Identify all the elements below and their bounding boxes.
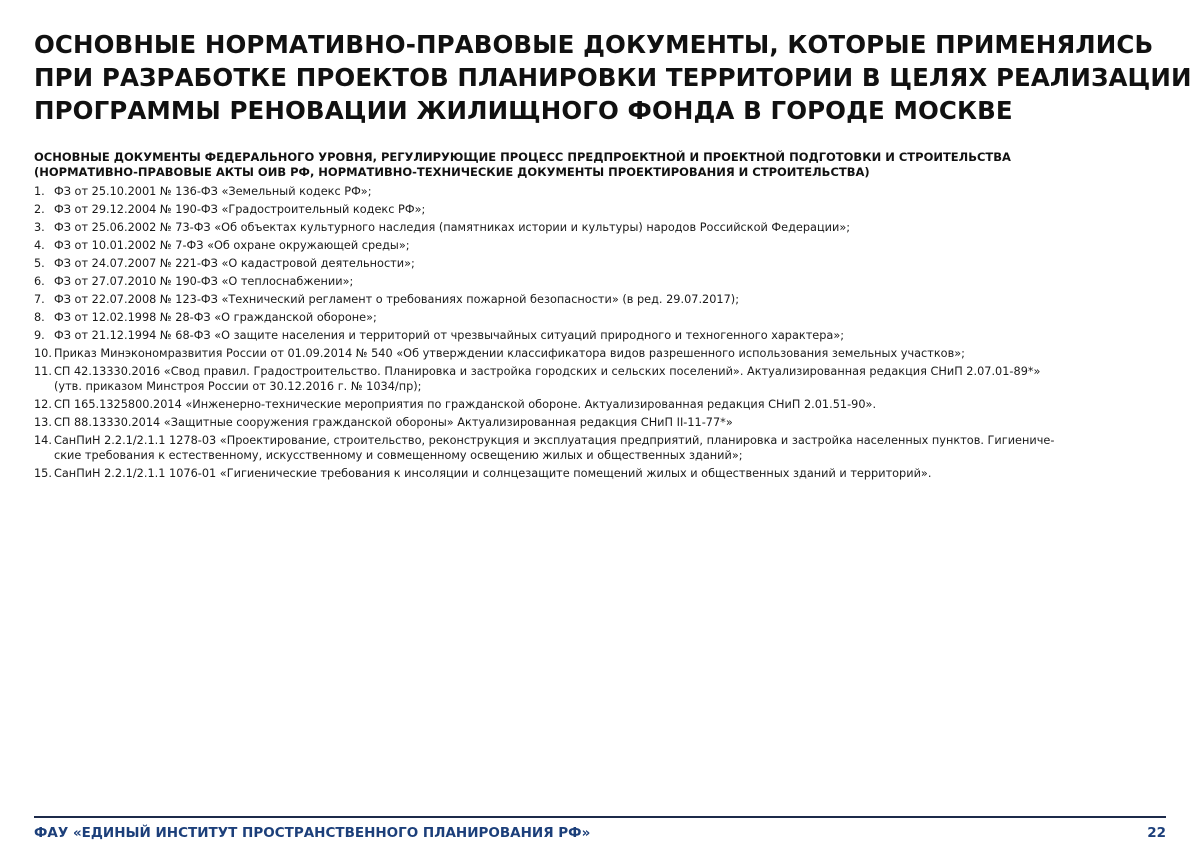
item-number: 13. [34, 416, 52, 429]
item-number: 6. [34, 275, 45, 288]
item-text [54, 220, 1174, 235]
list-item [34, 256, 1174, 271]
list-item [34, 433, 1174, 463]
page-title [34, 28, 1192, 127]
item-number: 15. [34, 467, 52, 480]
item-number: 12. [34, 398, 52, 411]
footer-divider [34, 816, 1166, 818]
item-text [54, 328, 1174, 343]
subtitle-line: ОСНОВНЫЕ ДОКУМЕНТЫ ФЕДЕРАЛЬНОГО УРОВНЯ, РЕГУЛИРУЮЩИЕ ПРОЦЕСС ПРЕДПРОЕКТНОЙ И ПРОЕКТНОЙ ПОДГОТОВКИ И СТРОИТЕЛЬСТВА [34, 150, 1011, 164]
list-item [34, 220, 1174, 235]
list-item [34, 238, 1174, 253]
item-number: 11. [34, 365, 52, 378]
item-number: 8. [34, 311, 45, 324]
item-text-line: СанПиН 2.2.1/2.1.1 1278-03 «Проектирование, строительство, реконструкция и эксплуатация предприятий, планировка и застройка населенных пунктов. Гигиениче- [54, 434, 1055, 447]
item-text [54, 433, 1174, 463]
item-number: 2. [34, 203, 45, 216]
item-text [54, 202, 1174, 217]
item-text-line: Приказ Минэкономразвития России от 01.09.2014 № 540 «Об утверждении классификатора видов разрешенного использования земельных участков»; [54, 347, 965, 360]
item-number: 4. [34, 239, 45, 252]
item-text-line: СП 88.13330.2014 «Защитные сооружения гражданской обороны» Актуализированная редакция СНиП II-11-77*» [54, 416, 733, 429]
item-number: 9. [34, 329, 45, 342]
item-text-line: ФЗ от 22.07.2008 № 123-ФЗ «Технический регламент о требованиях пожарной безопасности» (в ред. 29.07.2017); [54, 293, 740, 306]
item-text-line: ФЗ от 21.12.1994 № 68-ФЗ «О защите населения и территорий от чрезвычайных ситуаций природного и техногенного характера»; [54, 329, 845, 342]
list-item [34, 292, 1174, 307]
list-item [34, 466, 1174, 481]
list-item [34, 202, 1174, 217]
list-item [34, 364, 1174, 394]
item-text-line: ФЗ от 25.06.2002 № 73-ФЗ «Об объектах культурного наследия (памятниках истории и культуры) народов Российской Федерации»; [54, 221, 851, 234]
item-text [54, 184, 1174, 199]
list-item [34, 310, 1174, 325]
item-text-line: СанПиН 2.2.1/2.1.1 1076-01 «Гигиенические требования к инсоляции и солнцезащите помещений жилых и общественных зданий и территорий». [54, 467, 932, 480]
list-item [34, 346, 1174, 361]
item-text [54, 256, 1174, 271]
item-text-line: СП 165.1325800.2014 «Инженерно-технические мероприятия по гражданской обороне. Актуализированная редакция СНиП 2.01.51-90». [54, 398, 877, 411]
item-text [54, 292, 1174, 307]
item-text [54, 397, 1174, 412]
documents-section [34, 150, 1174, 484]
item-text-line: СП 42.13330.2016 «Свод правил. Градостроительство. Планировка и застройка городских и сельских поселений». Актуализированная редакция СНиП 2.07.01-89*» [54, 365, 1041, 378]
item-number: 3. [34, 221, 45, 234]
footer-organization: ФАУ «ЕДИНЫЙ ИНСТИТУТ ПРОСТРАНСТВЕННОГО ПЛАНИРОВАНИЯ РФ» [34, 825, 591, 841]
item-text [54, 415, 1174, 430]
item-number: 7. [34, 293, 45, 306]
title-line: ПРИ РАЗРАБОТКЕ ПРОЕКТОВ ПЛАНИРОВКИ ТЕРРИТОРИИ В ЦЕЛЯХ РЕАЛИЗАЦИИ [34, 63, 1192, 92]
item-text-line: ские требования к естественному, искусственному и совмещенному освещению жилых и общественных зданий»; [54, 449, 743, 462]
subtitle-line: (НОРМАТИВНО-ПРАВОВЫЕ АКТЫ ОИВ РФ, НОРМАТИВНО-ТЕХНИЧЕСКИЕ ДОКУМЕНТЫ ПРОЕКТИРОВАНИЯ И СТРОИТЕЛЬСТВА) [34, 165, 870, 179]
list-item [34, 397, 1174, 412]
item-text-line: ФЗ от 12.02.1998 № 28-ФЗ «О гражданской обороне»; [54, 311, 377, 324]
item-number: 10. [34, 347, 52, 360]
list-item [34, 328, 1174, 343]
item-number: 1. [34, 185, 45, 198]
item-text [54, 364, 1174, 394]
item-text-line: (утв. приказом Минстроя России от 30.12.2016 г. № 1034/пр); [54, 380, 422, 393]
item-number: 5. [34, 257, 45, 270]
item-text-line: ФЗ от 27.07.2010 № 190-ФЗ «О теплоснабжении»; [54, 275, 354, 288]
item-text [54, 346, 1174, 361]
list-item [34, 184, 1174, 199]
item-text [54, 274, 1174, 289]
item-text [54, 238, 1174, 253]
item-text-line: ФЗ от 29.12.2004 № 190-ФЗ «Градостроительный кодекс РФ»; [54, 203, 426, 216]
item-number: 14. [34, 434, 52, 447]
page-number: 22 [1147, 825, 1166, 841]
item-text [54, 466, 1174, 481]
documents-list [34, 184, 1174, 481]
item-text-line: ФЗ от 25.10.2001 № 136-ФЗ «Земельный кодекс РФ»; [54, 185, 372, 198]
list-item [34, 274, 1174, 289]
item-text-line: ФЗ от 10.01.2002 № 7-ФЗ «Об охране окружающей среды»; [54, 239, 410, 252]
section-subtitle [34, 150, 1174, 180]
title-line: ПРОГРАММЫ РЕНОВАЦИИ ЖИЛИЩНОГО ФОНДА В ГОРОДЕ МОСКВЕ [34, 96, 1013, 125]
list-item [34, 415, 1174, 430]
title-line: ОСНОВНЫЕ НОРМАТИВНО-ПРАВОВЫЕ ДОКУМЕНТЫ, КОТОРЫЕ ПРИМЕНЯЛИСЬ [34, 30, 1154, 59]
item-text-line: ФЗ от 24.07.2007 № 221-ФЗ «О кадастровой деятельности»; [54, 257, 415, 270]
item-text [54, 310, 1174, 325]
